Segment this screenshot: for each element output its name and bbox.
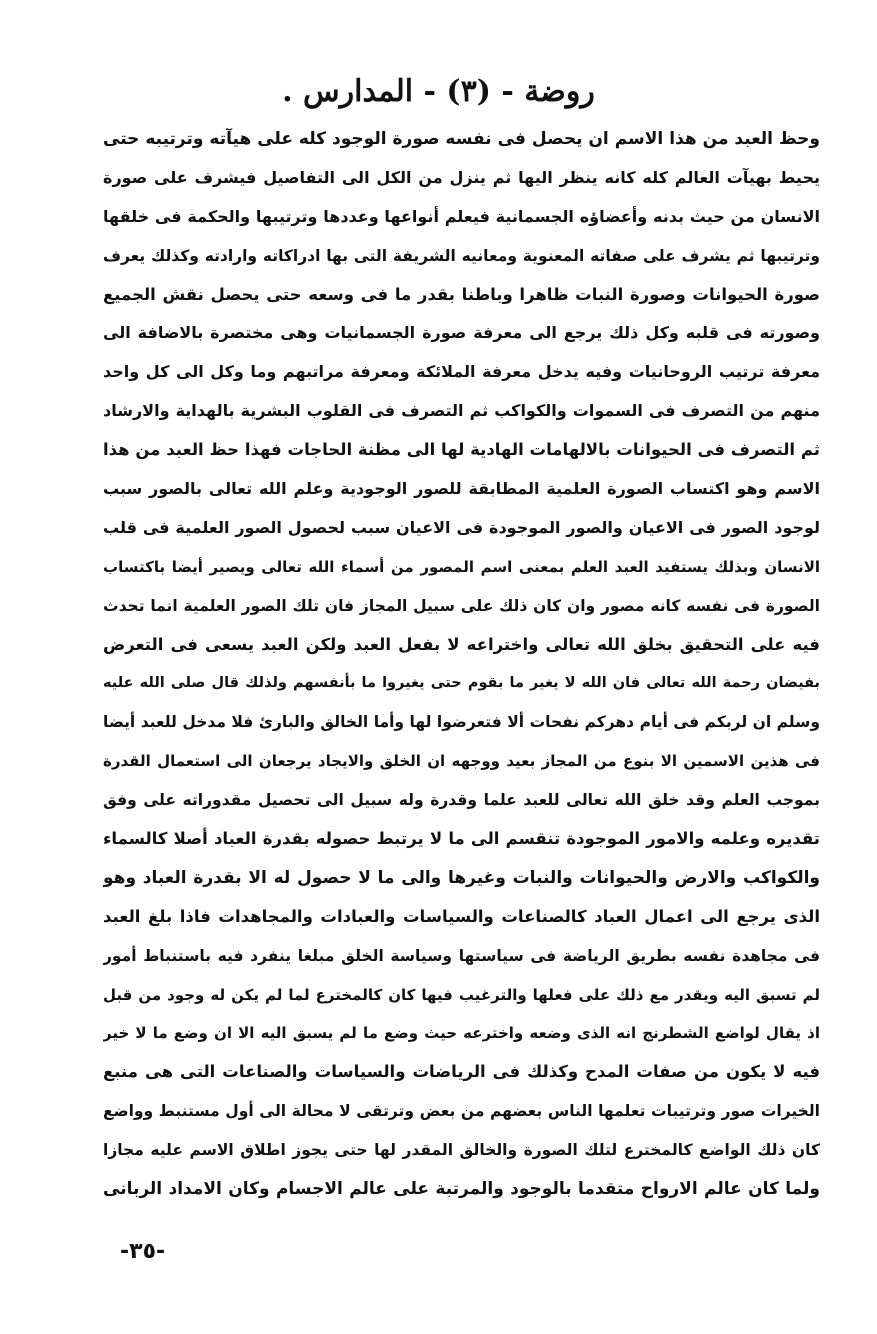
text-line: اذ يقال لواضع الشطرنج انه الذى وضعه واخترعه حيث وضع ما لم يسبق اليه الا ان وضع ما لا خير	[103, 1024, 820, 1043]
text-line: فيه على التحقيق بخلق الله تعالى واختراعه لا بفعل العبد ولكن العبد يسعى فى التعرض	[103, 634, 820, 654]
text-line: فيه لا يكون من صفات المدح وكذلك فى الرياضات والسياسات والصناعات التى هى منبع	[103, 1062, 820, 1082]
text-line: الذى يرجع الى اعمال العباد كالصناعات والسياسات والعبادات والمجاهدات فاذا بلغ العبد	[103, 906, 820, 926]
text-line: بفيضان رحمة الله تعالى فان الله لا يغير ما بقوم حتى يغيروا ما بأنفسهم ولذلك قال صلى الله عليه	[103, 675, 820, 692]
text-line: الصورة فى نفسه كانه مصور وان كان ذلك على سبيل المجاز فان تلك الصور العلمية انما تحدث	[103, 596, 820, 615]
text-line: الاسم وهو اكتساب الصورة العلمية المطابقة للصور الوجودية وعلم الله تعالى بالصور سبب	[103, 479, 820, 499]
text-line: وصورته فى قلبه وكل ذلك يرجع الى معرفة صورة الجسمانيات وهى مختصرة بالاضافة الى	[103, 323, 820, 343]
text-line: بموجب العلم وقد خلق الله تعالى للعبد علما وقدرة وله سبيل الى تحصيل مقدوراته على وفق	[103, 791, 820, 810]
page-number: -٣٥-	[120, 1239, 166, 1264]
text-line: معرفة ترتيب الروحانيات وفيه يدخل معرفة الملائكة ومعرفة مراتبهم وما وكل الى كل واحد	[103, 362, 820, 382]
text-line: منهم من التصرف فى السموات والكواكب ثم التصرف فى القلوب البشرية بالهداية والارشاد	[103, 401, 820, 421]
text-line: الخيرات صور وترتيبات تعلمها الناس بعضهم من بعض وترتقى لا محالة الى أول مستنبط وواضع	[103, 1102, 820, 1121]
body-text	[103, 120, 820, 1209]
text-line: وسلم ان لربكم فى أيام دهركم نفحات ألا فتعرضوا لها وأما الخالق والبارئ فلا مدخل للعبد أيضا	[103, 713, 820, 732]
text-line: فى هذين الاسمين الا بنوع من المجاز بعيد ووجهه ان الخلق والايجاد يرجعان الى استعمال القدرة	[103, 752, 820, 771]
text-line: والكواكب والارض والحيوانات والنبات وغيرها والى ما لا حصول له الا بقدرة العباد وهو	[103, 867, 820, 888]
text-line: لم تسبق اليه ويقدر مع ذلك على فعلها والترغيب فيها كان كالمخترع لما لم يكن له وجود من قبل	[103, 985, 820, 1004]
text-line: ثم التصرف فى الحيوانات بالالهامات الهادية لها الى مظنة الحاجات فهذا حظ العبد من هذا	[103, 440, 820, 460]
text-line: ولما كان عالم الارواح متقدما بالوجود والمرتبة على عالم الاجسام وكان الامداد الربانى	[103, 1179, 820, 1200]
page-header: روضة - (٣) - المدارس .	[282, 74, 595, 109]
text-line: لوجود الصور فى الاعيان والصور الموجودة فى الاعيان سبب لحصول الصور العلمية فى قلب	[103, 517, 820, 537]
text-line: وترتيبها ثم يشرف على صفاته المعنوية ومعانيه الشريفة التى بها ادراكاته وارادته وكذلك يعرف	[103, 246, 820, 265]
text-line: يحيط بهيآت العالم كله كانه ينظر اليها ثم ينزل من الكل الى التفاصيل فيشرف على صورة	[103, 167, 820, 187]
text-line: وحظ العبد من هذا الاسم ان يحصل فى نفسه صورة الوجود كله على هيآته وترتيبه حتى	[103, 129, 820, 149]
text-line: كان ذلك الواضع كالمخترع لتلك الصورة والخالق المقدر لها حتى يجوز اطلاق الاسم عليه مجازا	[103, 1141, 820, 1160]
text-line: الانسان من حيث بدنه وأعضاؤه الجسمانية فيعلم أنواعها وعددها وترتيبها والحكمة فى خلقها	[103, 206, 820, 226]
text-line: صورة الحيوانات وصورة النبات ظاهرا وباطنا بقدر ما فى وسعه حتى يحصل نقش الجميع	[103, 284, 820, 304]
text-line: تقديره وعلمه والامور الموجودة تنقسم الى ما لا يرتبط حصوله بقدرة العباد أصلا كالسماء	[103, 829, 820, 849]
text-line: الانسان وبذلك يستفيد العبد العلم بمعنى اسم المصور من أسماء الله تعالى ويصير أيضا باكتساب	[103, 557, 820, 576]
text-line: فى مجاهدة نفسه بطريق الرياضة فى سياستها وسياسة الخلق مبلغا ينفرد فيه باستنباط أمور	[103, 946, 820, 965]
